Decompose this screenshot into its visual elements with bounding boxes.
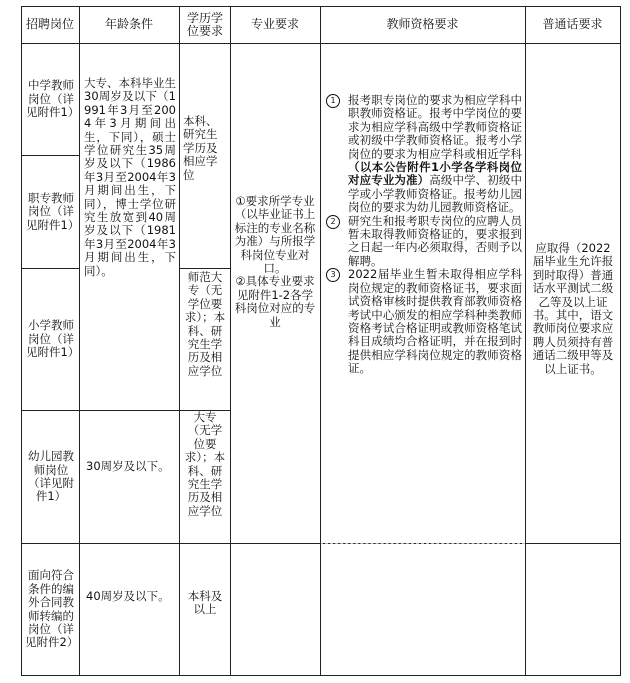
- position-primary: 小学教师岗位（详见附件1）: [26, 318, 80, 360]
- major-requirement-1: ①要求所学专业（以毕业证书上标注的专业名称为准）与所报学科岗位专业对口。: [234, 194, 316, 276]
- header-mandarin: 普通话要求: [542, 17, 603, 31]
- header-position: 招聘岗位: [25, 17, 74, 31]
- header-teacher-cert: 教师资格要求: [386, 17, 459, 31]
- circled-number-2: 2: [326, 215, 340, 229]
- teacher-cert-item-2-text: 研究生和报考职专岗位的应聘人员暂未取得教师资格证的，要求报到之日起一年内必须取得，否则予以解聘。: [348, 213, 522, 268]
- teacher-cert-item-1: [326, 94, 522, 215]
- header-education: 学历学位要求: [186, 10, 223, 38]
- circled-number-3: 3: [326, 268, 340, 282]
- teacher-cert-item-3: [326, 268, 522, 375]
- education-transfer: 本科及以上: [187, 589, 223, 617]
- position-kindergarten: 幼儿园教师岗位（详见附件1）: [28, 449, 74, 504]
- teacher-cert-requirements: [323, 94, 522, 494]
- age-condition-transfer: 40周岁及以下。: [86, 589, 170, 603]
- position-vocational: 职专教师岗位（详见附件1）: [26, 190, 80, 232]
- header-age: 年龄条件: [104, 17, 153, 31]
- mandarin-requirement: 应取得（2022届毕业生允许报到时取得）普通话水平测试二级乙等及以上证书。其中，语文教师岗位要求应聘人员须持有普通话二级甲等及以上证书。: [532, 241, 614, 376]
- major-requirement-2: ②具体专业要求见附件1-2各学科岗位对应的专业: [234, 274, 316, 329]
- major-requirements: [234, 195, 316, 395]
- teacher-cert-item-3-text: 2022届毕业生暂未取得相应学科岗位规定的教师资格证书，要求面试资格审核时提供教育部教师资格考试中心颁发的相应学科种类教师资格考试合格证明或教师资格笔试科目成绩均合格证明，并在报到时提供相应学科岗位规定的教师资格证。: [348, 267, 522, 376]
- education-primary: 师范大专（无学位要求）；本科、研究生学历及相应学位: [184, 270, 226, 378]
- teacher-cert-item-1-bold: （以本公告附件1小学各学科岗位对应专业为准）: [348, 160, 522, 188]
- position-transfer: 面向符合条件的编外合同教师转编的岗位（详见附件2）: [25, 568, 79, 650]
- age-condition-kindergarten: 30周岁及以下。: [86, 459, 170, 473]
- header-major: 专业要求: [250, 17, 299, 31]
- education-middle-school: 本科、研究生学历及相应学位: [183, 114, 218, 182]
- education-kindergarten: 大专（无学位要求）；本科、研究生学历及相应学位: [184, 410, 226, 518]
- position-middle-school: 中学教师岗位（详见附件1）: [26, 78, 80, 120]
- teacher-cert-item-2: [326, 215, 522, 269]
- circled-number-1: 1: [326, 94, 340, 108]
- age-condition-merged: 大专、本科毕业生30周岁及以下（1991年3月至2004年3月期间出生，下同），硕士学位研究生35周岁及以下（1986年3月至2004年3月期间出生，下同），博士学位研究生放宽到40周岁及以下（1981年3月至2004年3月期间出生，下同）。: [84, 76, 176, 278]
- teacher-cert-item-1-post: 高级中学、初级中学或小学教师资格证。报考幼儿园岗位的要求为幼儿园教师资格证。: [348, 173, 522, 215]
- teacher-cert-item-1-text: 报考职专岗位的要求为相应学科中职教师资格证。报考中学岗位的要求为相应学科高级中学教师资格证或初级中学教师资格证。报考小学岗位的要求为相应学科或相近学科: [348, 93, 522, 161]
